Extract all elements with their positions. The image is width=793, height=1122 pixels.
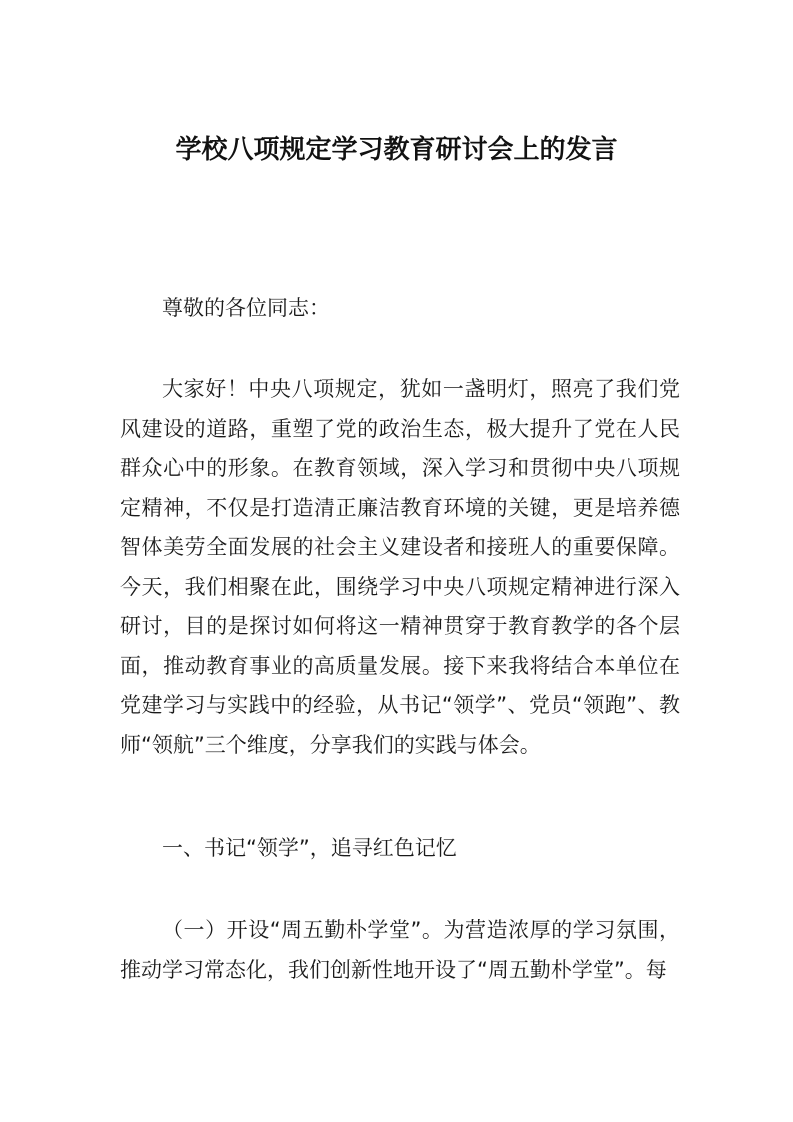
section-heading-1: 一、书记“领学”，追寻红色记忆 <box>162 836 457 860</box>
document-title: 学校八项规定学习教育研讨会上的发言 <box>175 135 618 165</box>
salutation: 尊敬的各位同志： <box>162 296 330 320</box>
paragraph-section-1-1: （一）开设“周五勤朴学堂”。为营造浓厚的学习氛围，推动学习常态化，我们创新性地开设了“周五勤朴学堂”。每 <box>120 918 680 982</box>
paragraph-opening: 大家好！中央八项规定，犹如一盏明灯，照亮了我们党风建设的道路，重塑了党的政治生态，极大提升了党在人民群众心中的形象。在教育领域，深入学习和贯彻中央八项规定精神，不仅是打造清正廉洁教育环境的关键，更是培养德智体美劳全面发展的社会主义建设者和接班人的重要保障。今天，我们相聚在此，围绕学习中央八项规定精神进行深入研讨，目的是探讨如何将这一精神贯穿于教育教学的各个层面，推动教育事业的高质量发展。接下来我将结合本单位在党建学习与实践中的经验，从书记“领学”、党员“领跑”、教师“领航”三个维度，分享我们的实践与体会。 <box>120 377 680 757</box>
